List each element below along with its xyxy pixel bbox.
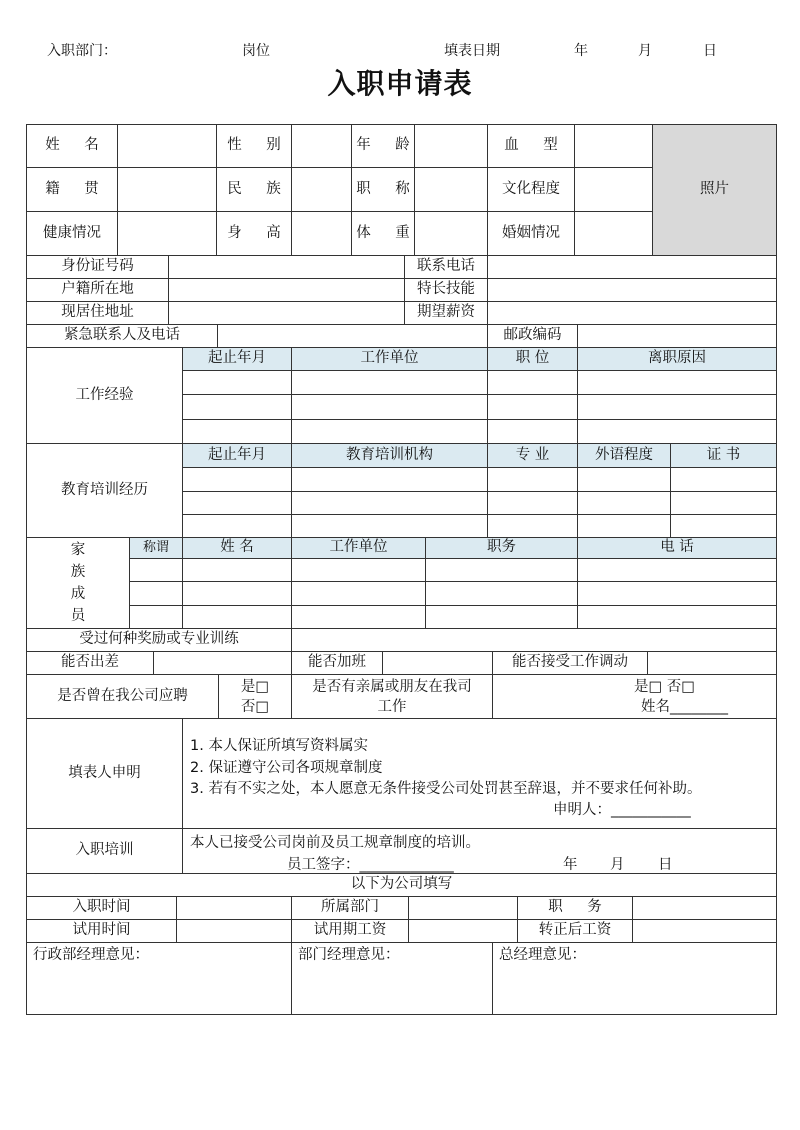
relatives-options [492, 674, 777, 719]
edu-col-language: 外语程度 [577, 443, 671, 468]
work-experience-label: 工作经验 [26, 347, 183, 444]
edu-col-major: 专 业 [487, 443, 578, 468]
family-col-relation: 称谓 [129, 537, 183, 559]
field-overtime[interactable] [382, 651, 493, 675]
label-postcode: 邮政编码 [487, 324, 578, 348]
declaration-label: 填表人申明 [26, 718, 183, 829]
family-cell[interactable] [291, 581, 426, 606]
family-col-phone: 电 话 [577, 537, 777, 559]
family-cell[interactable] [182, 558, 292, 582]
label-expected-salary: 期望薪资 [404, 301, 488, 325]
field-marital-status[interactable] [574, 211, 653, 256]
label-skills: 特长技能 [404, 278, 488, 302]
field-professional-title[interactable] [414, 167, 488, 212]
work-cell[interactable] [487, 419, 578, 444]
label-marital-status: 婚姻情况 [487, 211, 575, 256]
family-cell[interactable] [129, 581, 183, 606]
family-cell[interactable] [291, 558, 426, 582]
training-signature[interactable]: 员工签字：_____________ [287, 857, 454, 873]
family-cell[interactable] [577, 558, 777, 582]
fill-date-label: 填表日期 [444, 43, 500, 59]
declaration-signer[interactable]: 申明人：___________ [553, 802, 691, 818]
label-awards: 受过何种奖励或专业训练 [26, 628, 292, 652]
applied-no-checkbox[interactable]: 否□ [240, 698, 270, 715]
edu-cell[interactable] [487, 514, 578, 538]
declaration-item: 2. 保证遵守公司各项规章制度 [190, 760, 383, 776]
family-col-duty: 职务 [425, 537, 578, 559]
work-cell[interactable] [487, 370, 578, 395]
work-cell[interactable] [182, 370, 292, 395]
edu-cell[interactable] [577, 467, 671, 492]
edu-cell[interactable] [670, 467, 777, 492]
edu-cell[interactable] [182, 467, 292, 492]
education-label: 教育培训经历 [26, 443, 183, 538]
applied-before-options [218, 674, 292, 719]
label-age: 年 龄 [351, 124, 415, 168]
edu-cell[interactable] [670, 491, 777, 515]
admin-manager-opinion[interactable]: 行政部经理意见： [26, 942, 292, 1015]
training-statement: 本人已接受公司岗前及员工规章制度的培训。 [190, 835, 480, 851]
edu-cell[interactable] [182, 491, 292, 515]
edu-cell[interactable] [577, 514, 671, 538]
label-name: 姓 名 [26, 124, 118, 168]
relatives-label-line2: 工作 [377, 698, 407, 715]
label-native-place: 籍 贯 [26, 167, 118, 212]
edu-col-period: 起止年月 [182, 443, 292, 468]
field-health[interactable] [117, 211, 217, 256]
edu-cell[interactable] [577, 491, 671, 515]
field-blood-type[interactable] [574, 124, 653, 168]
work-col-period: 起止年月 [182, 347, 292, 371]
label-relatives [291, 674, 493, 719]
label-trial-salary: 试用期工资 [291, 919, 409, 943]
label-weight: 体 重 [351, 211, 415, 256]
field-awards[interactable] [291, 628, 777, 652]
label-hukou: 户籍所在地 [26, 278, 169, 302]
work-cell[interactable] [291, 394, 488, 420]
family-cell[interactable] [291, 605, 426, 629]
relatives-name-field[interactable]: 姓名________ [641, 698, 728, 715]
family-cell[interactable] [182, 581, 292, 606]
label-blood-type: 血 型 [487, 124, 575, 168]
work-col-reason: 离职原因 [577, 347, 777, 371]
applied-yes-checkbox[interactable]: 是□ [240, 678, 270, 695]
edu-cell[interactable] [487, 467, 578, 492]
family-cell[interactable] [129, 605, 183, 629]
label-job-transfer: 能否接受工作调动 [492, 651, 648, 675]
work-cell[interactable] [291, 370, 488, 395]
family-label-char: 族 [70, 564, 86, 580]
work-cell[interactable] [182, 394, 292, 420]
training-label: 入职培训 [26, 828, 183, 874]
dept-label: 入职部门： [47, 43, 117, 59]
edu-col-institution: 教育培训机构 [291, 443, 488, 468]
company-section-header: 以下为公司填写 [26, 873, 777, 897]
family-cell[interactable] [425, 581, 578, 606]
label-education-level: 文化程度 [487, 167, 575, 212]
label-assigned-dept: 所属部门 [291, 896, 409, 920]
label-emergency-contact: 紧急联系人及电话 [26, 324, 218, 348]
field-job-transfer[interactable] [647, 651, 777, 675]
edu-cell[interactable] [670, 514, 777, 538]
field-height[interactable] [291, 211, 352, 256]
label-overtime: 能否加班 [291, 651, 383, 675]
field-postcode[interactable] [577, 324, 777, 348]
label-trial-time: 试用时间 [26, 919, 177, 943]
field-skills[interactable] [487, 278, 777, 302]
field-gender[interactable] [291, 124, 352, 168]
header-year: 年 [574, 43, 588, 59]
family-label [26, 537, 130, 629]
family-label-char: 员 [70, 608, 86, 624]
family-col-name: 姓 名 [182, 537, 292, 559]
dept-manager-opinion[interactable]: 部门经理意见： [291, 942, 493, 1015]
declaration-item: 1. 本人保证所填写资料属实 [190, 738, 368, 754]
field-phone[interactable] [487, 255, 777, 279]
field-name[interactable] [117, 124, 217, 168]
header-month: 月 [638, 43, 652, 59]
family-label-char: 家 [70, 542, 86, 558]
label-health: 健康情况 [26, 211, 118, 256]
field-regular-salary[interactable] [632, 919, 777, 943]
header-day: 日 [703, 43, 717, 59]
family-label-char: 成 [70, 586, 86, 602]
edu-cell[interactable] [182, 514, 292, 538]
label-applied-before: 是否曾在我公司应聘 [26, 674, 219, 719]
label-gender: 性 别 [216, 124, 292, 168]
work-cell[interactable] [182, 419, 292, 444]
field-duty[interactable] [632, 896, 777, 920]
label-professional-title: 职 称 [351, 167, 415, 212]
label-id-number: 身份证号码 [26, 255, 169, 279]
family-cell[interactable] [577, 581, 777, 606]
field-trial-salary[interactable] [408, 919, 518, 943]
family-cell[interactable] [577, 605, 777, 629]
family-cell[interactable] [129, 558, 183, 582]
label-height: 身 高 [216, 211, 292, 256]
field-emergency-contact[interactable] [217, 324, 488, 348]
family-col-employer: 工作单位 [291, 537, 426, 559]
relatives-yes-no-checkbox[interactable]: 是□ 否□ [633, 678, 695, 695]
family-cell[interactable] [182, 605, 292, 629]
edu-cell[interactable] [487, 491, 578, 515]
family-cell[interactable] [425, 558, 578, 582]
field-expected-salary[interactable] [487, 301, 777, 325]
page-title: 入职申请表 [327, 67, 473, 100]
photo-box[interactable]: 照片 [652, 124, 777, 256]
field-native-place[interactable] [117, 167, 217, 212]
edu-cell[interactable] [291, 514, 488, 538]
field-age[interactable] [414, 124, 488, 168]
label-duty: 职 务 [517, 896, 633, 920]
field-education-level[interactable] [574, 167, 653, 212]
declaration-item: 3. 若有不实之处，本人愿意无条件接受公司处罚甚至辞退，并不要求任何补助。 [190, 781, 702, 797]
field-business-travel[interactable] [153, 651, 292, 675]
work-col-employer: 工作单位 [291, 347, 488, 371]
field-ethnicity[interactable] [291, 167, 352, 212]
work-cell[interactable] [577, 419, 777, 444]
field-hukou[interactable] [168, 278, 405, 302]
label-entry-time: 入职时间 [26, 896, 177, 920]
relatives-label-line1: 是否有亲属或朋友在我司 [312, 678, 472, 695]
edu-col-certificate: 证 书 [670, 443, 777, 468]
field-id-number[interactable] [168, 255, 405, 279]
training-day: 日 [658, 857, 673, 873]
label-business-travel: 能否出差 [26, 651, 154, 675]
field-weight[interactable] [414, 211, 488, 256]
family-cell[interactable] [425, 605, 578, 629]
label-address: 现居住地址 [26, 301, 169, 325]
field-assigned-dept[interactable] [408, 896, 518, 920]
position-label: 岗位 [242, 43, 270, 59]
work-cell[interactable] [577, 394, 777, 420]
edu-cell[interactable] [291, 467, 488, 492]
work-cell[interactable] [577, 370, 777, 395]
label-phone: 联系电话 [404, 255, 488, 279]
label-ethnicity: 民 族 [216, 167, 292, 212]
work-cell[interactable] [291, 419, 488, 444]
field-trial-time[interactable] [176, 919, 292, 943]
general-manager-opinion[interactable]: 总经理意见： [492, 942, 777, 1015]
work-cell[interactable] [487, 394, 578, 420]
training-month: 月 [610, 857, 625, 873]
field-entry-time[interactable] [176, 896, 292, 920]
edu-cell[interactable] [291, 491, 488, 515]
field-address[interactable] [168, 301, 405, 325]
training-year: 年 [563, 857, 578, 873]
label-regular-salary: 转正后工资 [517, 919, 633, 943]
work-col-position: 职 位 [487, 347, 578, 371]
